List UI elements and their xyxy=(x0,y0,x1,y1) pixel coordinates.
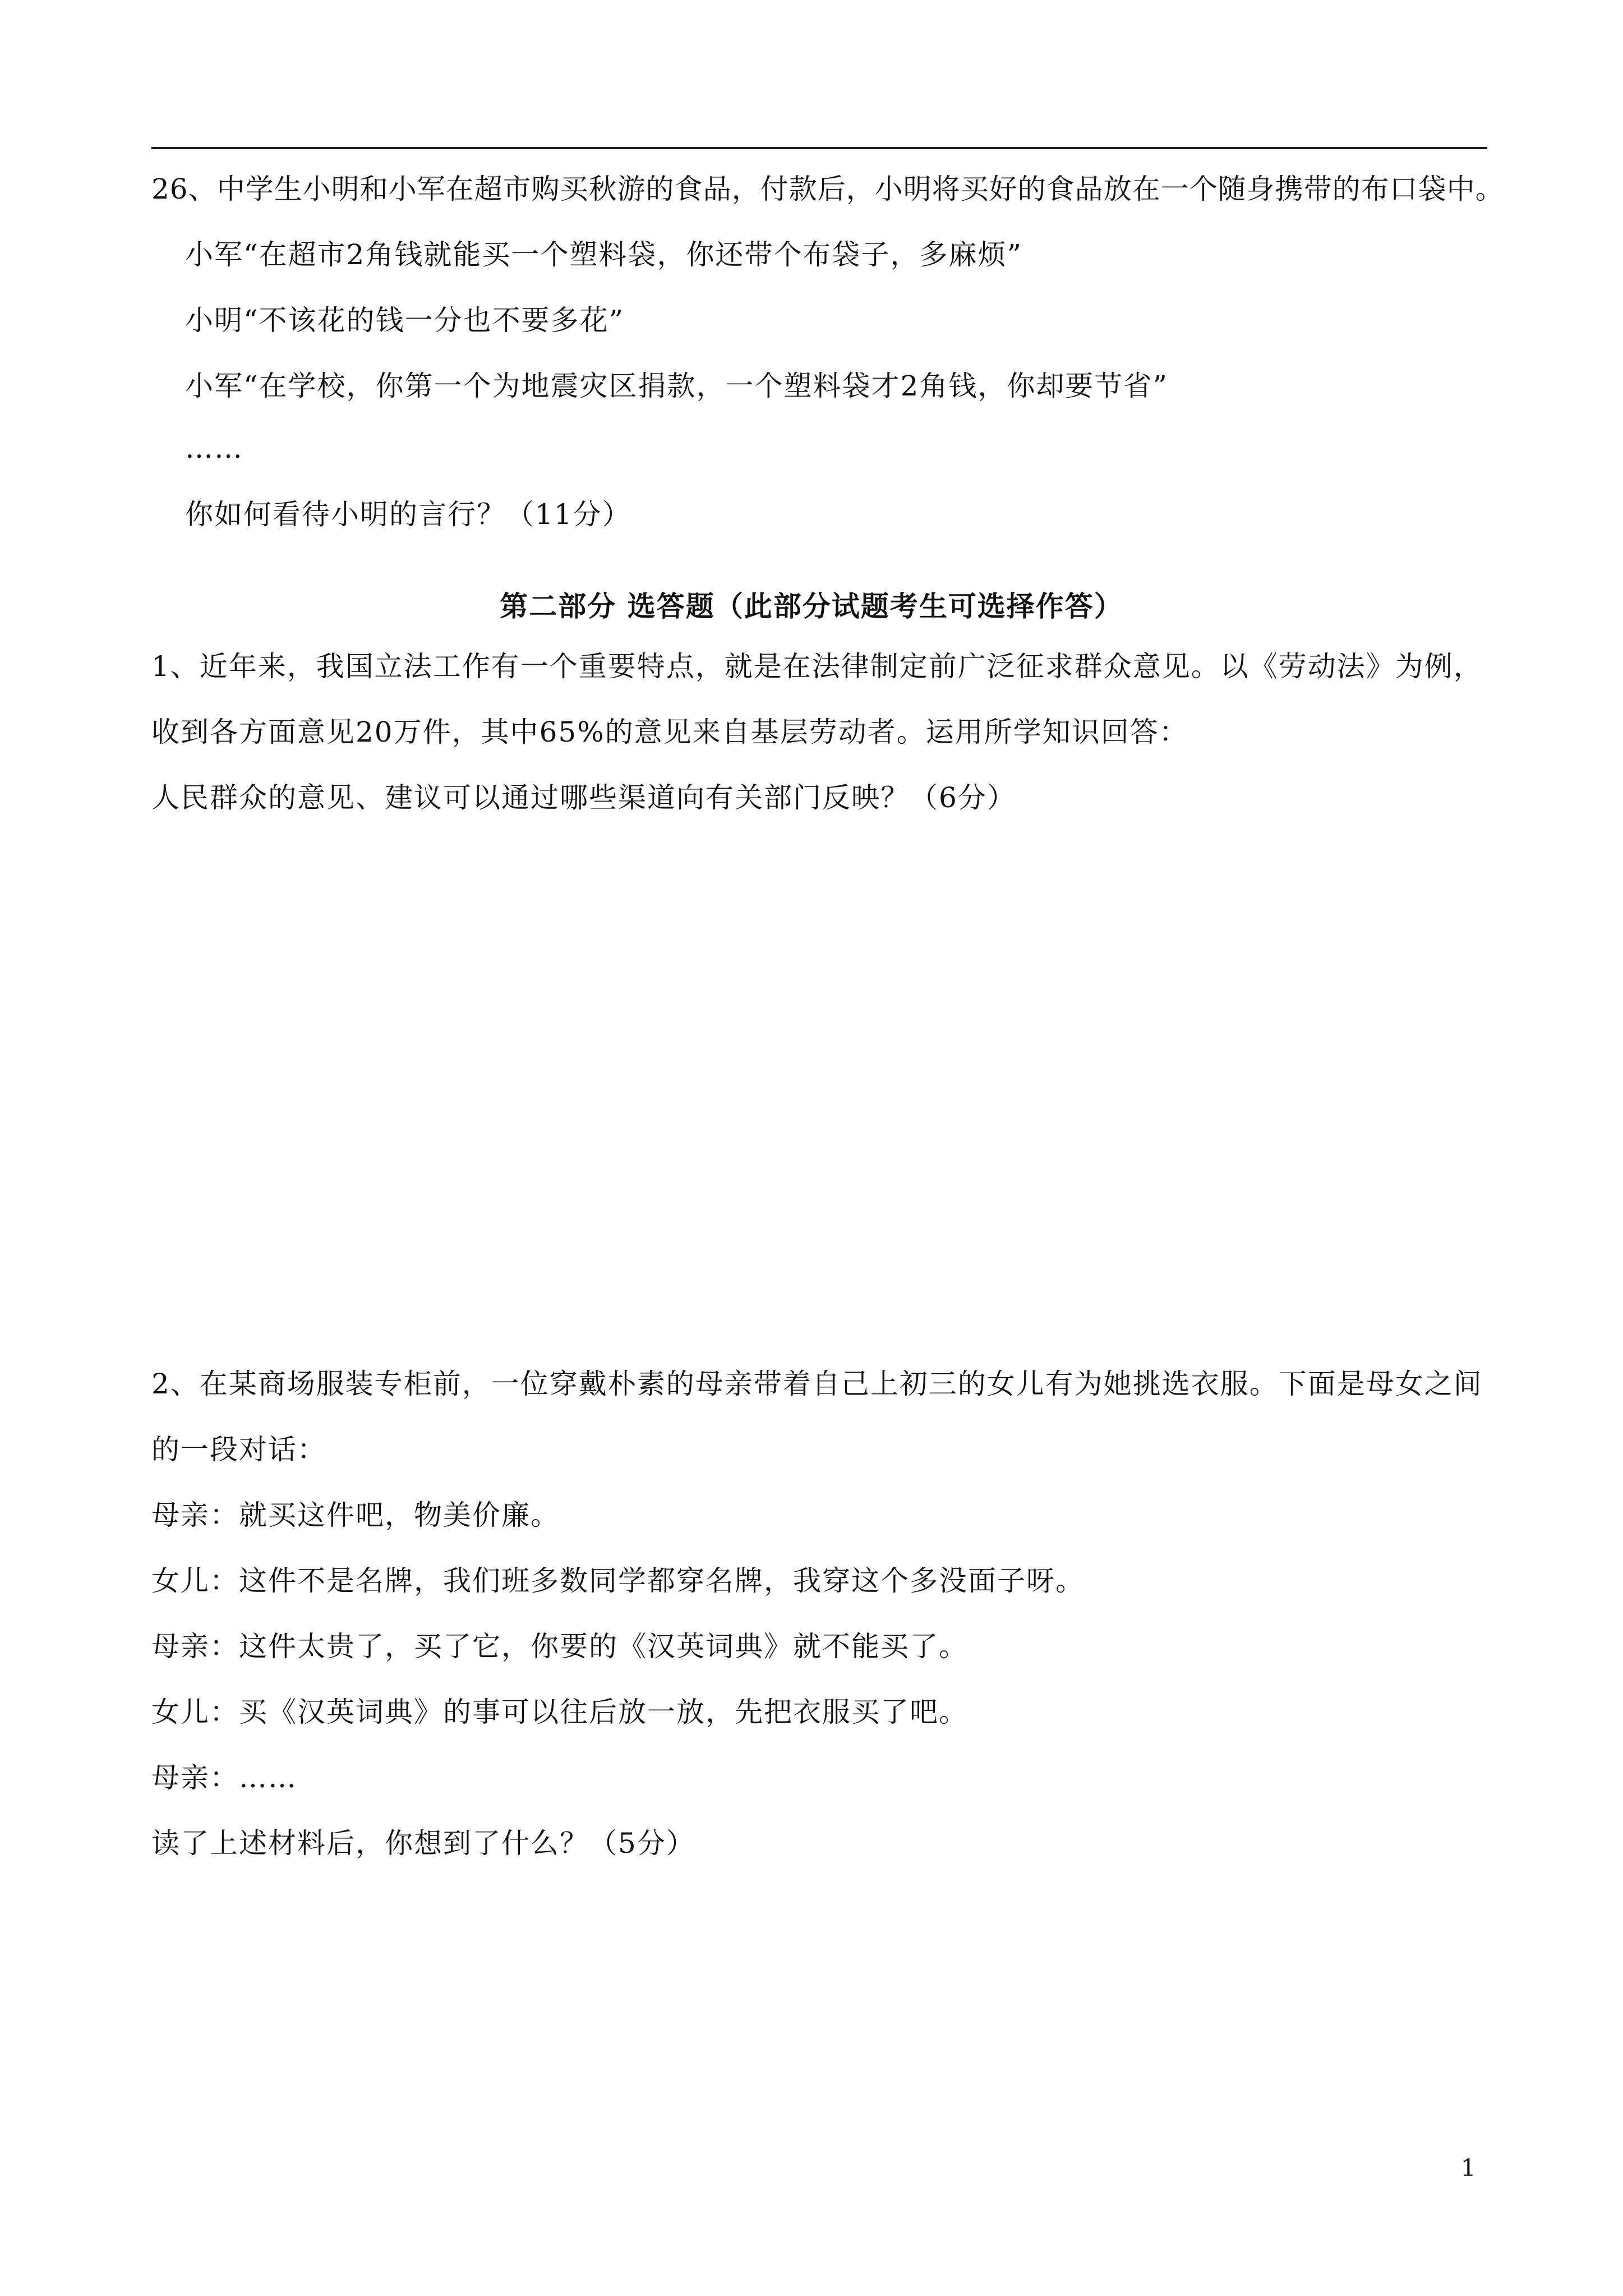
q2-question: 读了上述材料后，你想到了什么？（5分） xyxy=(151,1827,695,1860)
q26-line-xiaojun-2: 小军“在学校，你第一个为地震灾区捐款，一个塑料袋才2角钱，你却要节省” xyxy=(185,370,1168,402)
q2-dialogue-mother-1: 母亲：就买这件吧，物美价廉。 xyxy=(151,1499,560,1531)
q1-line-2: 收到各方面意见20万件，其中65%的意见来自基层劳动者。运用所学知识回答： xyxy=(151,716,1188,748)
q26-stem: 26、中学生小明和小军在超市购买秋游的食品，付款后，小明将买好的食品放在一个随身携带的布口袋中。 xyxy=(151,173,1504,205)
q1-question: 人民群众的意见、建议可以通过哪些渠道向有关部门反映？（6分） xyxy=(151,781,1016,814)
q2-dialogue-mother-2: 母亲：这件太贵了，买了它，你要的《汉英词典》就不能买了。 xyxy=(151,1630,968,1663)
q26-line-xiaoming: 小明“不该花的钱一分也不要多花” xyxy=(185,304,625,337)
q26-question: 你如何看待小明的言行？（11分） xyxy=(185,498,631,531)
q2-line-2: 的一段对话： xyxy=(151,1433,326,1466)
q2-dialogue-daughter-1: 女儿：这件不是名牌，我们班多数同学都穿名牌，我穿这个多没面子呀。 xyxy=(151,1565,1085,1597)
page-number: 1 xyxy=(1461,2154,1476,2182)
q26-line-xiaojun-1: 小军“在超市2角钱就能买一个塑料袋，你还带个布袋子，多麻烦” xyxy=(185,238,1022,271)
q2-dialogue-daughter-2: 女儿：买《汉英词典》的事可以往后放一放，先把衣服买了吧。 xyxy=(151,1696,968,1728)
q2-dialogue-mother-3: 母亲：…… xyxy=(151,1761,297,1794)
q2-line-1: 2、在某商场服装专柜前，一位穿戴朴素的母亲带着自己上初三的女儿有为她挑选衣服。下面是母女之间 xyxy=(151,1368,1483,1400)
q1-line-1: 1、近年来，我国立法工作有一个重要特点，就是在法律制定前广泛征求群众意见。以《劳动法》为例， xyxy=(151,650,1483,683)
q26-ellipsis: …… xyxy=(185,432,243,464)
header-rule xyxy=(151,147,1487,149)
part2-heading: 第二部分 选答题（此部分试题考生可选择作答） xyxy=(500,590,1123,623)
